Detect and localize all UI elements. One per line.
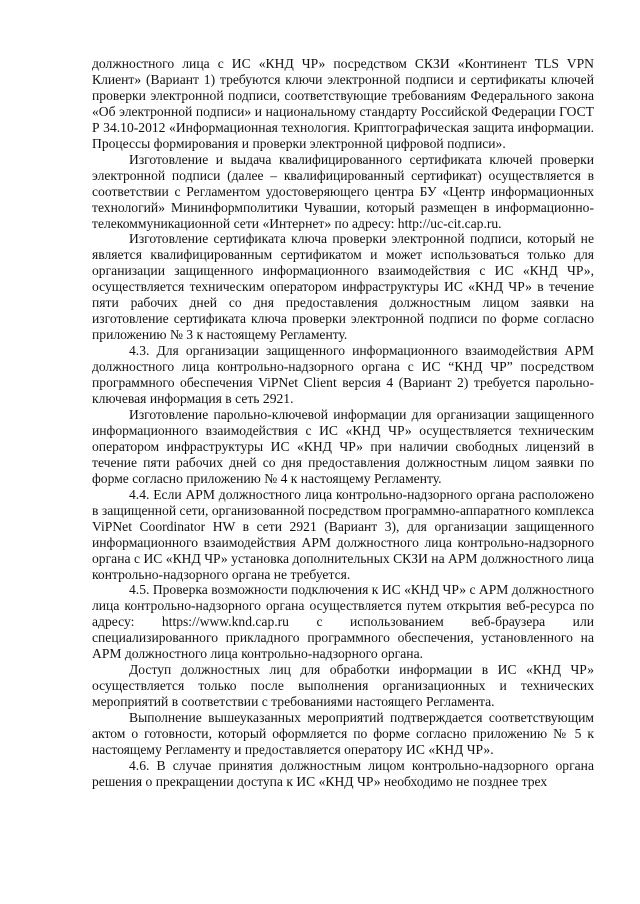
document-page xyxy=(92,56,594,790)
paragraph-2: Изготовление и выдача квалифицированного сертификата ключей проверки электронной подписи (далее – квалифицированный сертификат) осуществляется в соответствии с Регламентом удостоверяющего центра БУ «Центр информационных технологий» Мининформполитики Чувашии, который размещен в информационно-телекоммуникационной сети «Интернет» по адресу: http://uc-cit.cap.ru. xyxy=(92,151,594,231)
paragraph-1: должностного лица с ИС «КНД ЧР» посредством СКЗИ «Континент TLS VPN Клиент» (Вариант 1) требуются ключи электронной подписи и сертификаты ключей проверки электронной подписи, соответствующие требованиям Федерального закона «Об электронной подписи» и национальному стандарту Российской Федерации ГОСТ Р 34.10-2012 «Информационная технология. Криптографическая защита информации. Процессы формирования и проверки электронной цифровой подписи». xyxy=(92,56,594,151)
paragraph-3: Изготовление сертификата ключа проверки электронной подписи, который не является квалифицированным сертификатом и может использоваться только для организации защищенного информационного взаимодействия с ИС «КНД ЧР», осуществляется техническим оператором инфраструктуры ИС «КНД ЧР» в течение пяти рабочих дней со дня предоставления должностным лицом заявки на изготовление сертификата ключа проверки электронной подписи по форме согласно приложению № 3 к настоящему Регламенту. xyxy=(92,231,594,343)
paragraph-5: Изготовление парольно-ключевой информации для организации защищенного информационного взаимодействия с ИС «КНД ЧР» осуществляется техническим оператором инфраструктуры ИС «КНД ЧР» при наличии свободных лицензий в течение пяти рабочих дней со дня предоставления должностным лицом заявки по форме согласно приложению № 4 к настоящему Регламенту. xyxy=(92,406,594,486)
paragraph-4-3: 4.3. Для организации защищенного информационного взаимодействия АРМ должностного лица контрольно-надзорного органа с ИС “КНД ЧР” посредством программного обеспечения ViPNet Client версия 4 (Вариант 2) требуется парольно-ключевая информация в сеть 2921. xyxy=(92,343,594,407)
paragraph-8: Доступ должностных лиц для обработки информации в ИС «КНД ЧР» осуществляется только после выполнения организационных и технических мероприятий в соответствии с требованиями настоящего Регламента. xyxy=(92,662,594,710)
paragraph-9: Выполнение вышеуказанных мероприятий подтверждается соответствующим актом о готовности, который оформляется по форме согласно приложению № 5 к настоящему Регламенту и предоставляется оператору ИС «КНД ЧР». xyxy=(92,710,594,757)
paragraph-4-6: 4.6. В случае принятия должностным лицом контрольно-надзорного органа решения о прекращении доступа к ИС «КНД ЧР» необходимо не позднее трех xyxy=(92,757,594,789)
paragraph-4-5: 4.5. Проверка возможности подключения к ИС «КНД ЧР» с АРМ должностного лица контрольно-надзорного органа осуществляется путем открытия веб-ресурса по адресу: https://www.knd.cap.ru с использованием веб-браузера или специализированного прикладного программного обеспечения, установленного на АРМ должностного лица контрольно-надзорного органа. xyxy=(92,582,594,662)
paragraph-4-4: 4.4. Если АРМ должностного лица контрольно-надзорного органа расположено в защищенной сети, организованной посредством программно-аппаратного комплекса ViPNet Coordinator HW в сети 2921 (Вариант 3), для организации защищенного информационного взаимодействия АРМ должностного лица контрольно-надзорного органа с ИС «КНД ЧР» установка дополнительных СКЗИ на АРМ должностного лица контрольно-надзорного органа не требуется. xyxy=(92,486,594,582)
